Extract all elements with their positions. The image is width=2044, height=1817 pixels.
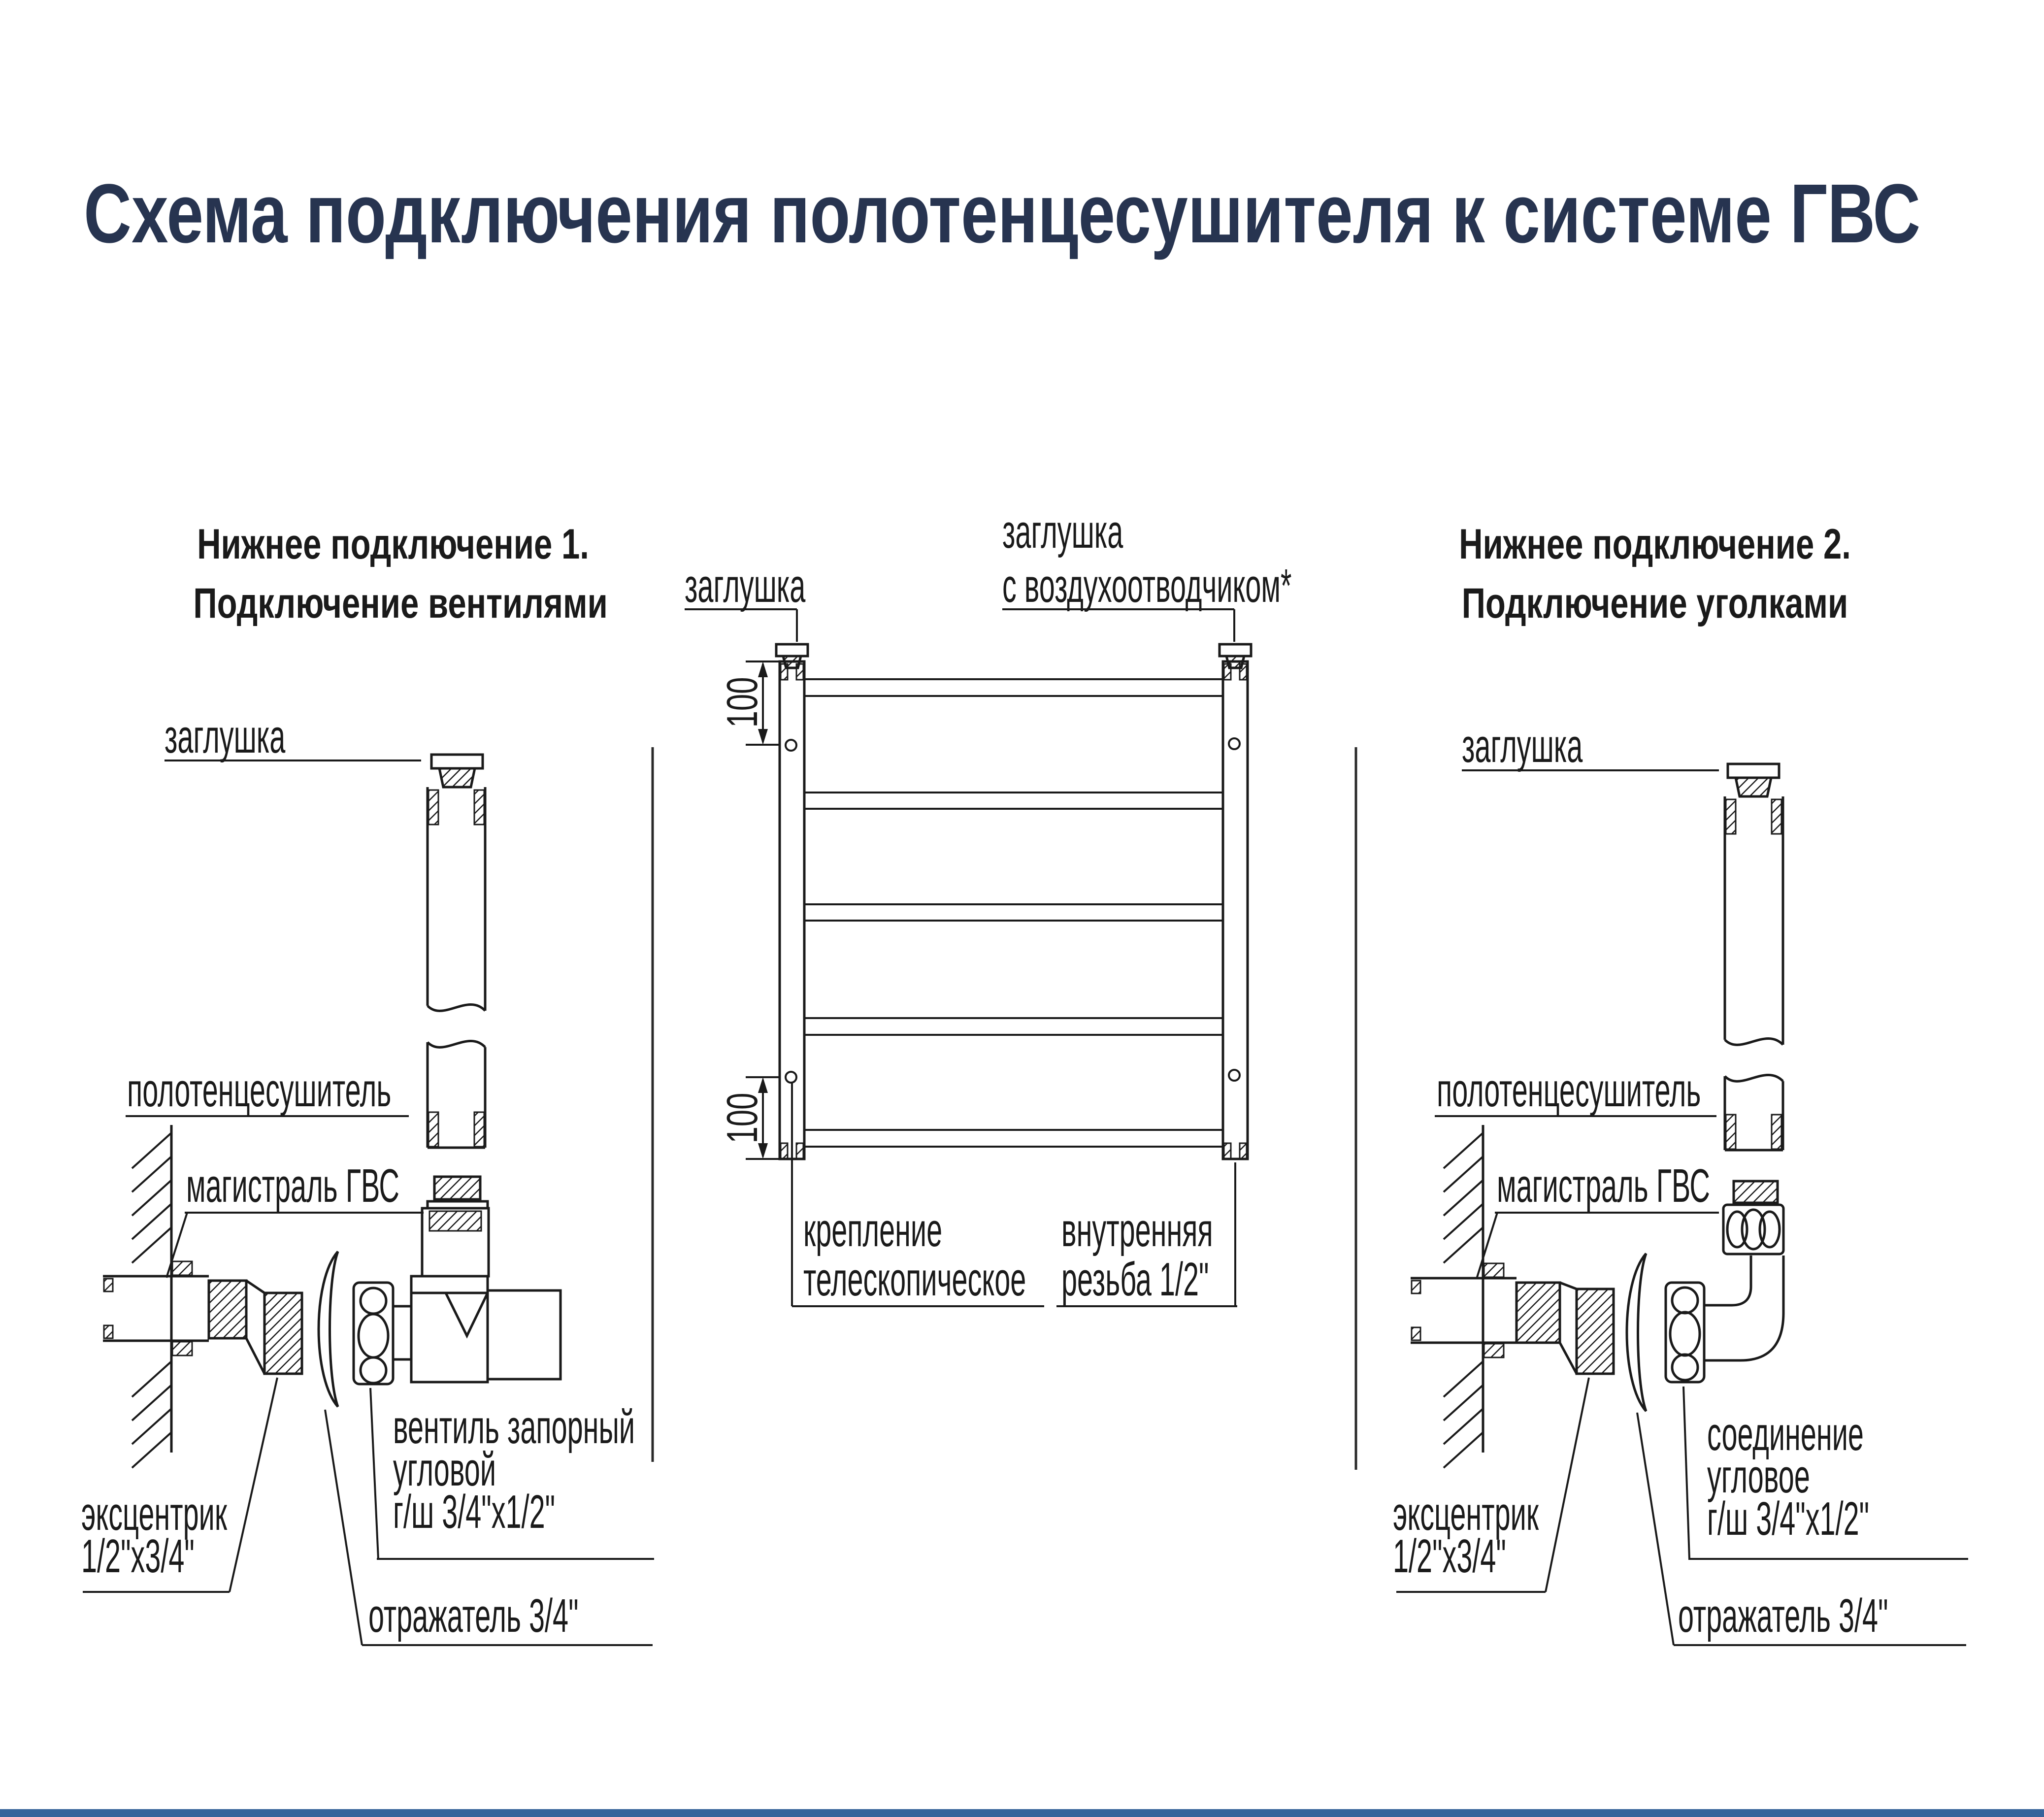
valve-label-line3: г/ш 3/4"x1/2" <box>393 1486 556 1538</box>
towel-rail-drawing <box>685 609 1251 1306</box>
left-eccentric-label-line1: эксцентрик <box>81 1487 228 1540</box>
right-wall <box>1444 1125 1483 1468</box>
right-heading-line1: Нижнее подключение 2. <box>1459 521 1851 568</box>
elbow-label-line1: соединение <box>1707 1408 1864 1460</box>
mounting-holes <box>786 738 1240 1083</box>
right-post <box>1223 661 1248 1159</box>
mount-label-line1: крепление <box>803 1204 943 1256</box>
right-eccentric-label-line1: эксцентрик <box>1393 1487 1539 1540</box>
page-title: Схема подключения полотенцесушителя к системе ГВС <box>84 167 1921 261</box>
left-eccentric-label-line2: 1/2"x3/4" <box>81 1530 195 1583</box>
elbow-label-line3: г/ш 3/4"x1/2" <box>1707 1492 1870 1545</box>
right-eccentric-label-line2: 1/2"x3/4" <box>1393 1530 1506 1583</box>
right-cap-label: заглушка <box>1462 720 1583 772</box>
right-hot-water-main-label: магистраль ГВС <box>1497 1159 1710 1212</box>
left-wall <box>132 1125 171 1468</box>
cap-plugs <box>776 644 1251 668</box>
right-supply-pipe <box>1411 1263 1517 1357</box>
left-eccentric <box>209 1281 302 1374</box>
left-cap-plug <box>431 755 483 787</box>
dimension-bottom-value: 100 <box>718 1092 766 1144</box>
post-threads <box>781 664 1247 1159</box>
left-reflector <box>319 1252 338 1407</box>
elbow-label-line2: угловое <box>1707 1450 1810 1503</box>
thread-label-line1: внутренняя <box>1061 1204 1213 1256</box>
thread-label-line2: резьба 1/2" <box>1061 1253 1209 1306</box>
right-cap-plug <box>1728 764 1779 796</box>
center-cap-label: заглушка <box>685 560 806 612</box>
center-air-cap-label-line2: с воздухоотводчиком* <box>1002 560 1292 612</box>
right-reflector <box>1627 1254 1646 1411</box>
right-reflector-label: отражатель 3/4" <box>1678 1589 1888 1642</box>
left-supply-pipe <box>103 1261 209 1355</box>
dimension-top-value: 100 <box>718 677 766 728</box>
right-towel-rail-label: полотенцесушитель <box>1437 1064 1701 1117</box>
valve-label-line1: вентиль запорный <box>393 1401 635 1454</box>
valve-label-line2: угловой <box>393 1443 496 1496</box>
towel-rail-rungs <box>804 679 1223 1147</box>
right-eccentric <box>1517 1283 1614 1374</box>
left-hot-water-main-label: магистраль ГВС <box>186 1159 399 1212</box>
center-air-cap-label-line1: заглушка <box>1002 505 1123 558</box>
left-riser-pipe <box>428 787 485 1148</box>
footer-accent-bar <box>0 1809 2044 1817</box>
center-leaders <box>685 609 1237 1306</box>
mount-label-line2: телескопическое <box>803 1253 1026 1306</box>
right-riser-pipe <box>1725 796 1783 1150</box>
left-heading-line2: Подключение вентилями <box>193 580 608 627</box>
left-reflector-label: отражатель 3/4" <box>368 1589 579 1642</box>
right-heading-line2: Подключение уголками <box>1461 580 1848 627</box>
left-towel-rail-label: полотенцесушитель <box>127 1064 392 1117</box>
left-cap-label: заглушка <box>165 710 286 763</box>
left-heading-line1: Нижнее подключение 1. <box>197 521 589 568</box>
